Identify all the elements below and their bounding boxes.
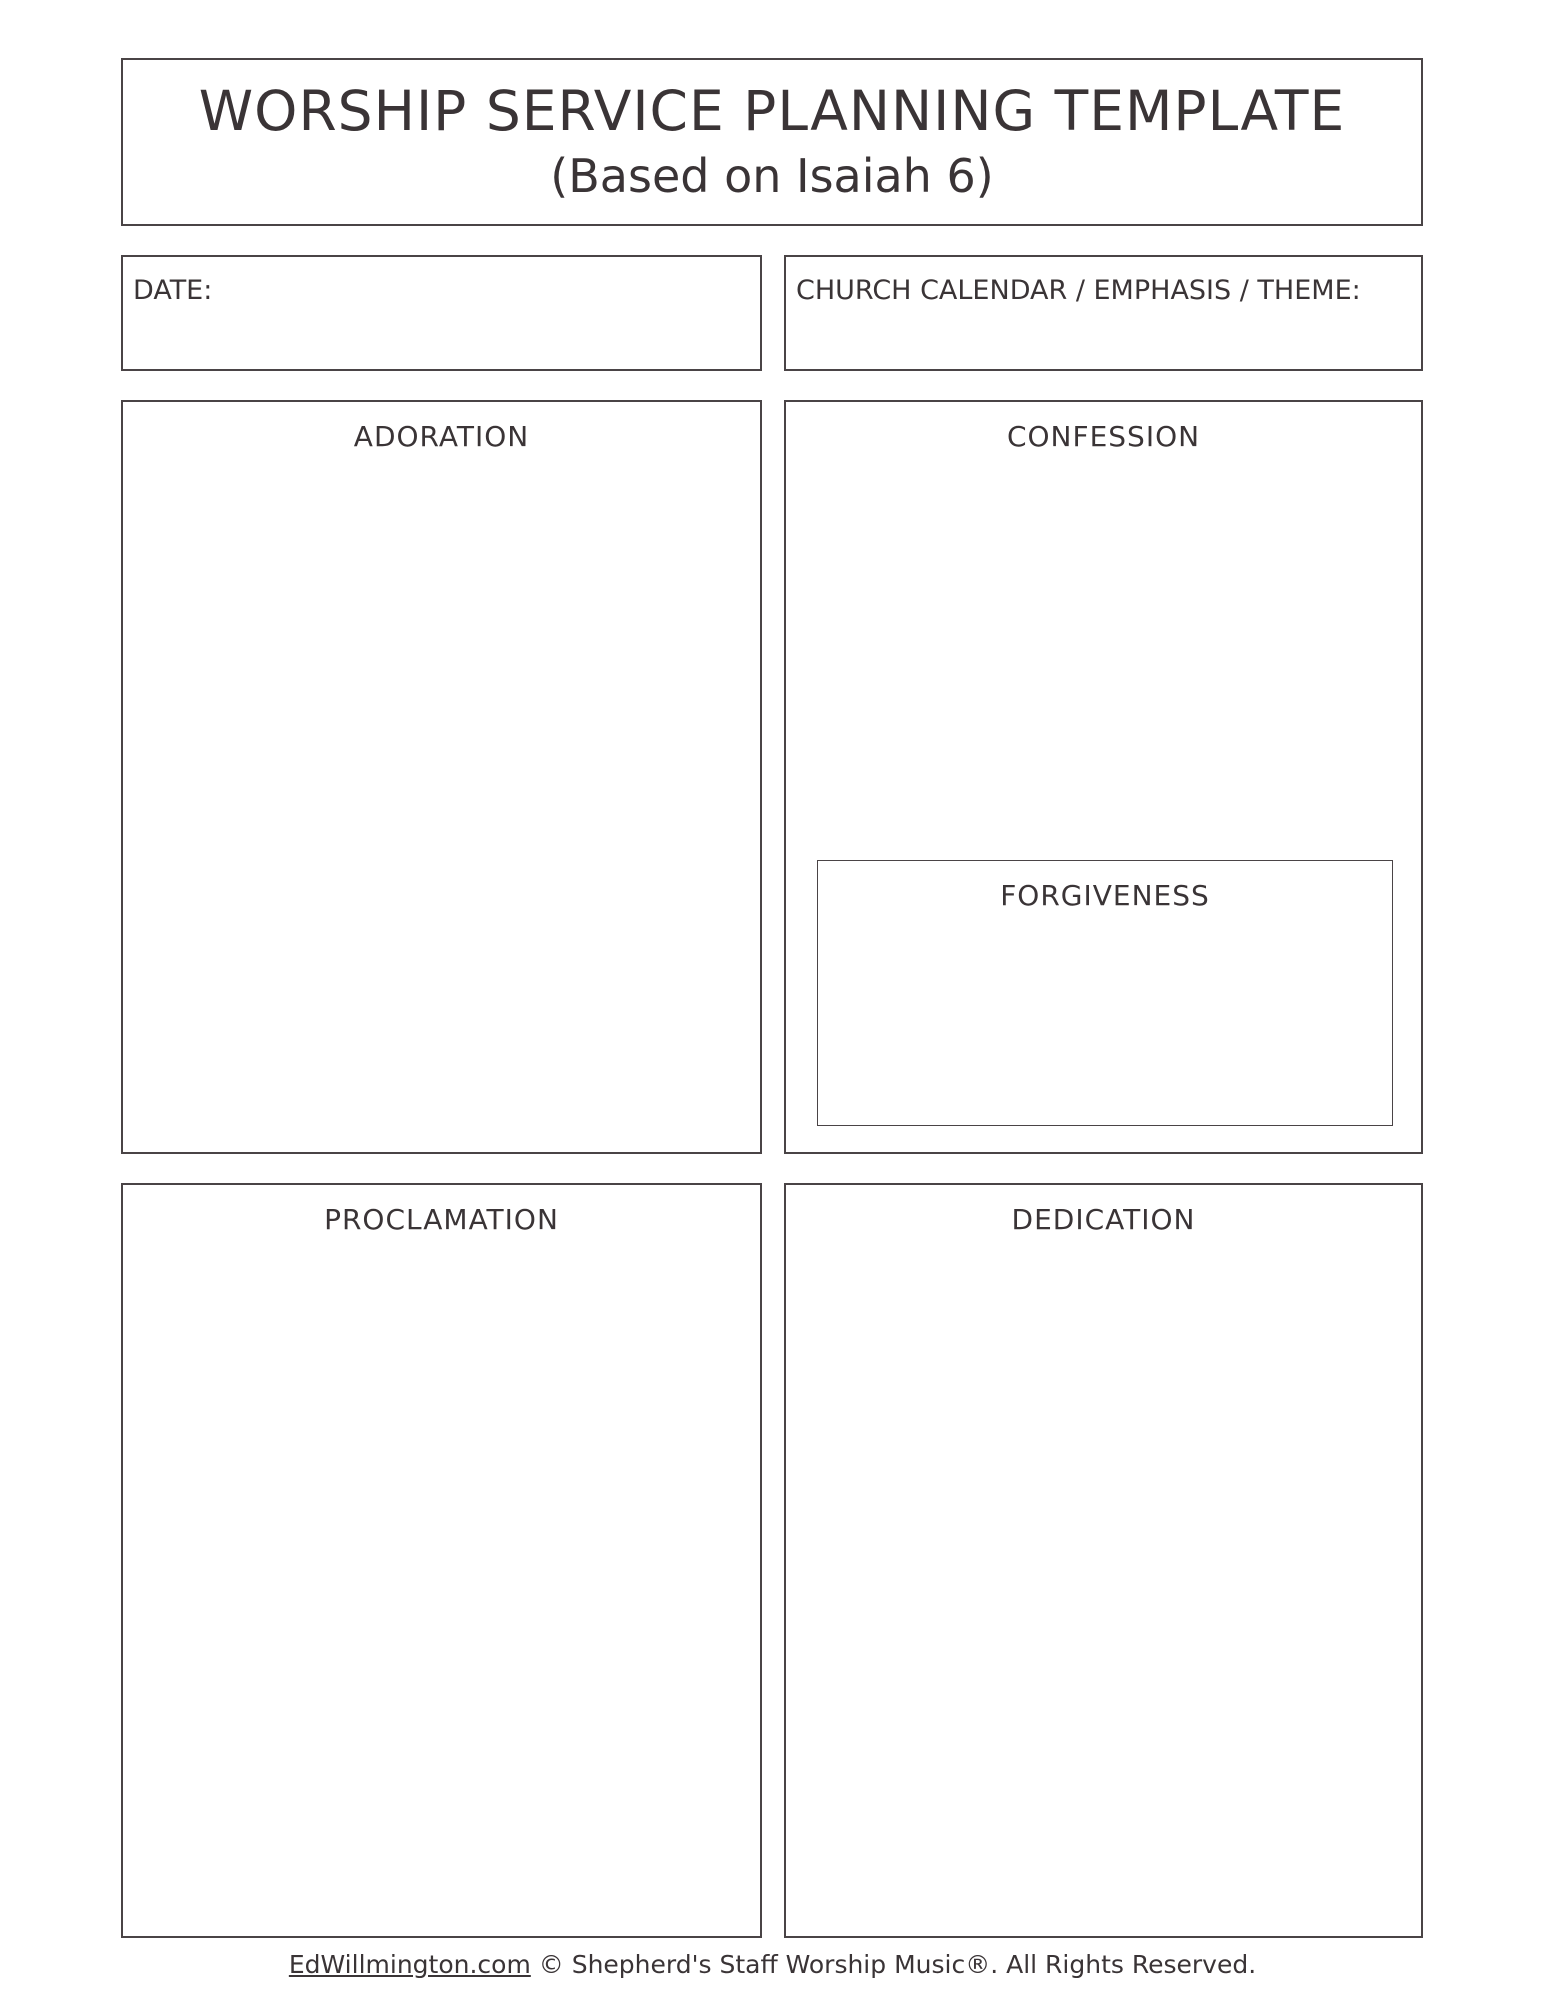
footer-copyright: © Shepherd's Staff Worship Music®. All Rights Reserved. — [530, 1950, 1257, 1979]
confession-label: CONFESSION — [1006, 420, 1201, 453]
page-title: WORSHIP SERVICE PLANNING TEMPLATE — [198, 79, 1346, 143]
proclamation-label: PROCLAMATION — [324, 1203, 559, 1236]
dedication-label: DEDICATION — [1011, 1203, 1196, 1236]
theme-field[interactable] — [784, 255, 1423, 371]
dedication-section[interactable] — [784, 1183, 1423, 1938]
adoration-section[interactable] — [121, 400, 762, 1154]
title-box — [121, 58, 1423, 226]
date-field[interactable] — [121, 255, 762, 371]
adoration-label: ADORATION — [353, 420, 530, 453]
forgiveness-section[interactable] — [817, 860, 1393, 1126]
proclamation-section[interactable] — [121, 1183, 762, 1938]
footer-website-link[interactable]: EdWillmington.com — [288, 1950, 531, 1979]
theme-label: CHURCH CALENDAR / EMPHASIS / THEME: — [796, 275, 1361, 306]
footer — [0, 1950, 1545, 1979]
date-label: DATE: — [133, 275, 213, 306]
page-subtitle: (Based on Isaiah 6) — [550, 149, 994, 203]
forgiveness-label: FORGIVENESS — [1000, 879, 1210, 912]
